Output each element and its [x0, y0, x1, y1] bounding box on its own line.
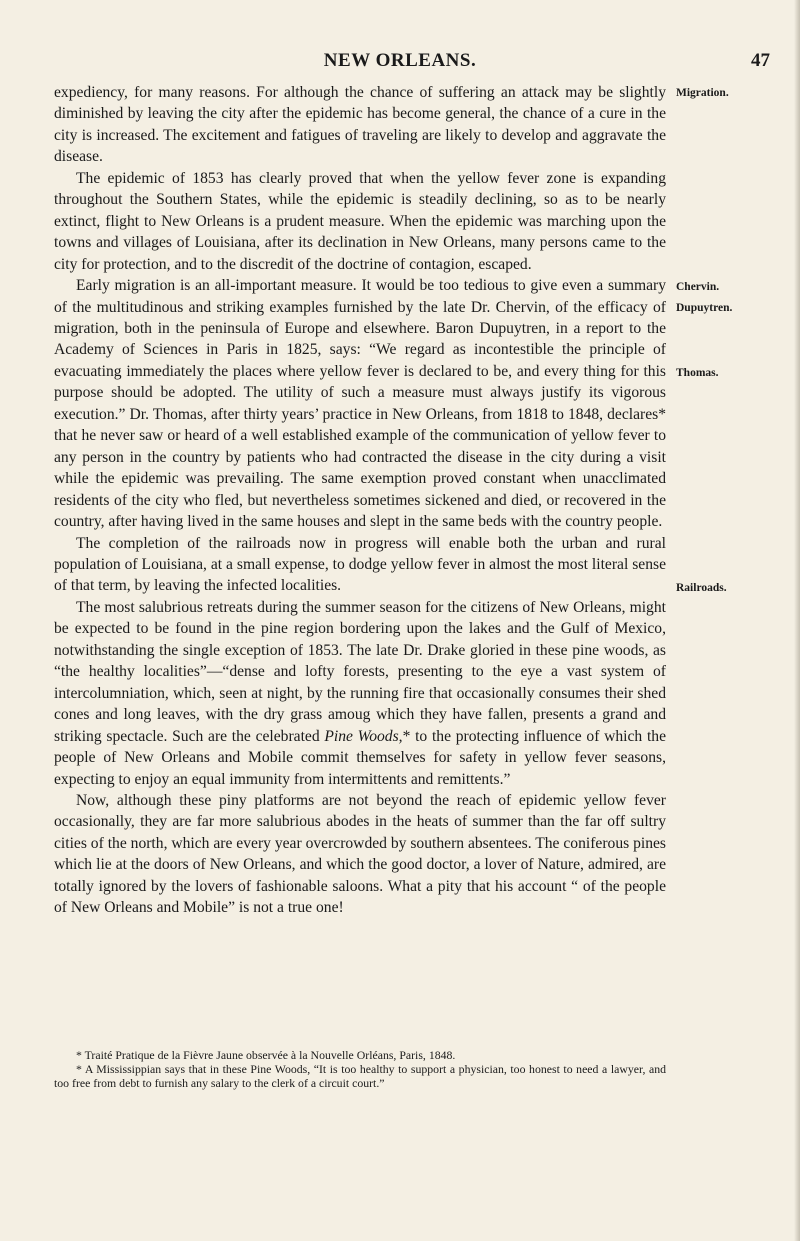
paragraph-4: The completion of the railroads now in progress will enable both the urban and rural population of Louisiana, at a small expense, to dodge yellow fever in almost the most literal sense of that term, by leaving the infected localities. — [54, 534, 666, 595]
running-title: NEW ORLEANS. — [323, 50, 477, 71]
footnote-2: * A Mississippian says that in these Pine Woods, “It is too healthy to support a physician, too honest to need a lawyer, and too free from debt to furnish any salary to the clerk of a circuit court.” — [54, 1062, 666, 1090]
margin-note-chervin: Chervin. — [676, 281, 720, 293]
paragraph-2: The epidemic of 1853 has clearly proved that when the yellow fever zone is expanding throughout the Southern States, while the epidemic is steadily declining, so as to be nearly extinct, flight to New Orleans is a prudent measure. When the epidemic was marching upon the towns and villages of Louisiana, after its declination in New Orleans, many persons came to the city for protection, and to the discredit of the doctrine of contagion, escaped. — [54, 169, 666, 273]
paragraph-5-text: The most salubrious retreats during the summer season for the citizens of New Orleans, might be expected to be found in the pine region bordering upon the lakes and the Gulf of Mexico, notwithstanding the single exception of 1853. The late Dr. Drake gloried in these pine woods, as “the healthy localities”—“dense and lofty forests, presenting to the eye a vast system of intercolumniation, which, seen at night, by the running fire that occasionally consumes their shed cones and long leaves, with the dry grass amoug which they have fallen, presents a grand and striking spectacle. Such are the celebrated — [54, 598, 666, 745]
margin-note-migration: Migration. — [676, 87, 729, 99]
body-text — [54, 82, 666, 919]
page-number: 47 — [751, 50, 770, 71]
margin-note-dupuytren: Dupuytren. — [676, 302, 733, 314]
margin-note-railroads: Railroads. — [676, 582, 727, 594]
paragraph-5 — [54, 597, 666, 790]
margin-note-thomas: Thomas. — [676, 367, 719, 379]
page-edge-shadow — [794, 0, 800, 1241]
footnote-1: * Traité Pratique de la Fièvre Jaune observée à la Nouvelle Orléans, Paris, 1848. — [76, 1048, 456, 1062]
pine-woods-italic: Pine Woods, — [324, 727, 403, 745]
paragraph-3: Early migration is an all-important measure. It would be too tedious to give even a summary of the multitudinous and striking examples furnished by the late Dr. Chervin, of the efficacy of migration, both in the peninsula of Europe and elsewhere. Baron Dupuytren, in a report to the Academy of Sciences in Paris in 1825, says: “We regard as incontestible the principle of evacuating immediately the places where yellow fever is declared to be, and every thing for this purpose should be adopted. The utility of such a measure must always justify its vigorous execution.” Dr. Thomas, after thirty years’ practice in New Orleans, from 1818 to 1848, declares* that he never saw or heard of a well established example of the communication of yellow fever to any person in the country by patients who had contracted the disease in the city during a visit while the epidemic was prevailing. The same exemption proved constant when unacclimated residents of the city who fled, but nevertheless sometimes sickened and died, or recovered in the country, after having lived in the same houses and slept in the same beds with the country people. — [54, 277, 666, 531]
paragraph-5-tail: * to the protecting influence of which the people of New Orleans and Mobile commit themselves for safety in yellow fever seasons, expecting to enjoy an equal immunity from intermittents and remittents.” — [54, 727, 666, 788]
paragraph-1: expediency, for many reasons. For although the chance of suffering an attack may be slightly diminished by leaving the city after the epidemic has become general, the chance of a cure in the city is increased. The excitement and fatigues of traveling are likely to develop and aggravate the disease. — [54, 84, 666, 166]
paragraph-6: Now, although these piny platforms are not beyond the reach of epidemic yellow fever occasionally, they are far more salubrious abodes in the heats of summer than the far off sultry cities of the north, which are every year overcrowded by southern absentees. The coniferous pines which lie at the doors of New Orleans, and which the good doctor, a lover of Nature, admired, are totally ignored by the lovers of fashionable saloons. What a pity that his account “ of the people of New Orleans and Mobile” is not a true one! — [54, 791, 666, 917]
page-header — [0, 50, 800, 76]
footnotes — [54, 1048, 666, 1090]
